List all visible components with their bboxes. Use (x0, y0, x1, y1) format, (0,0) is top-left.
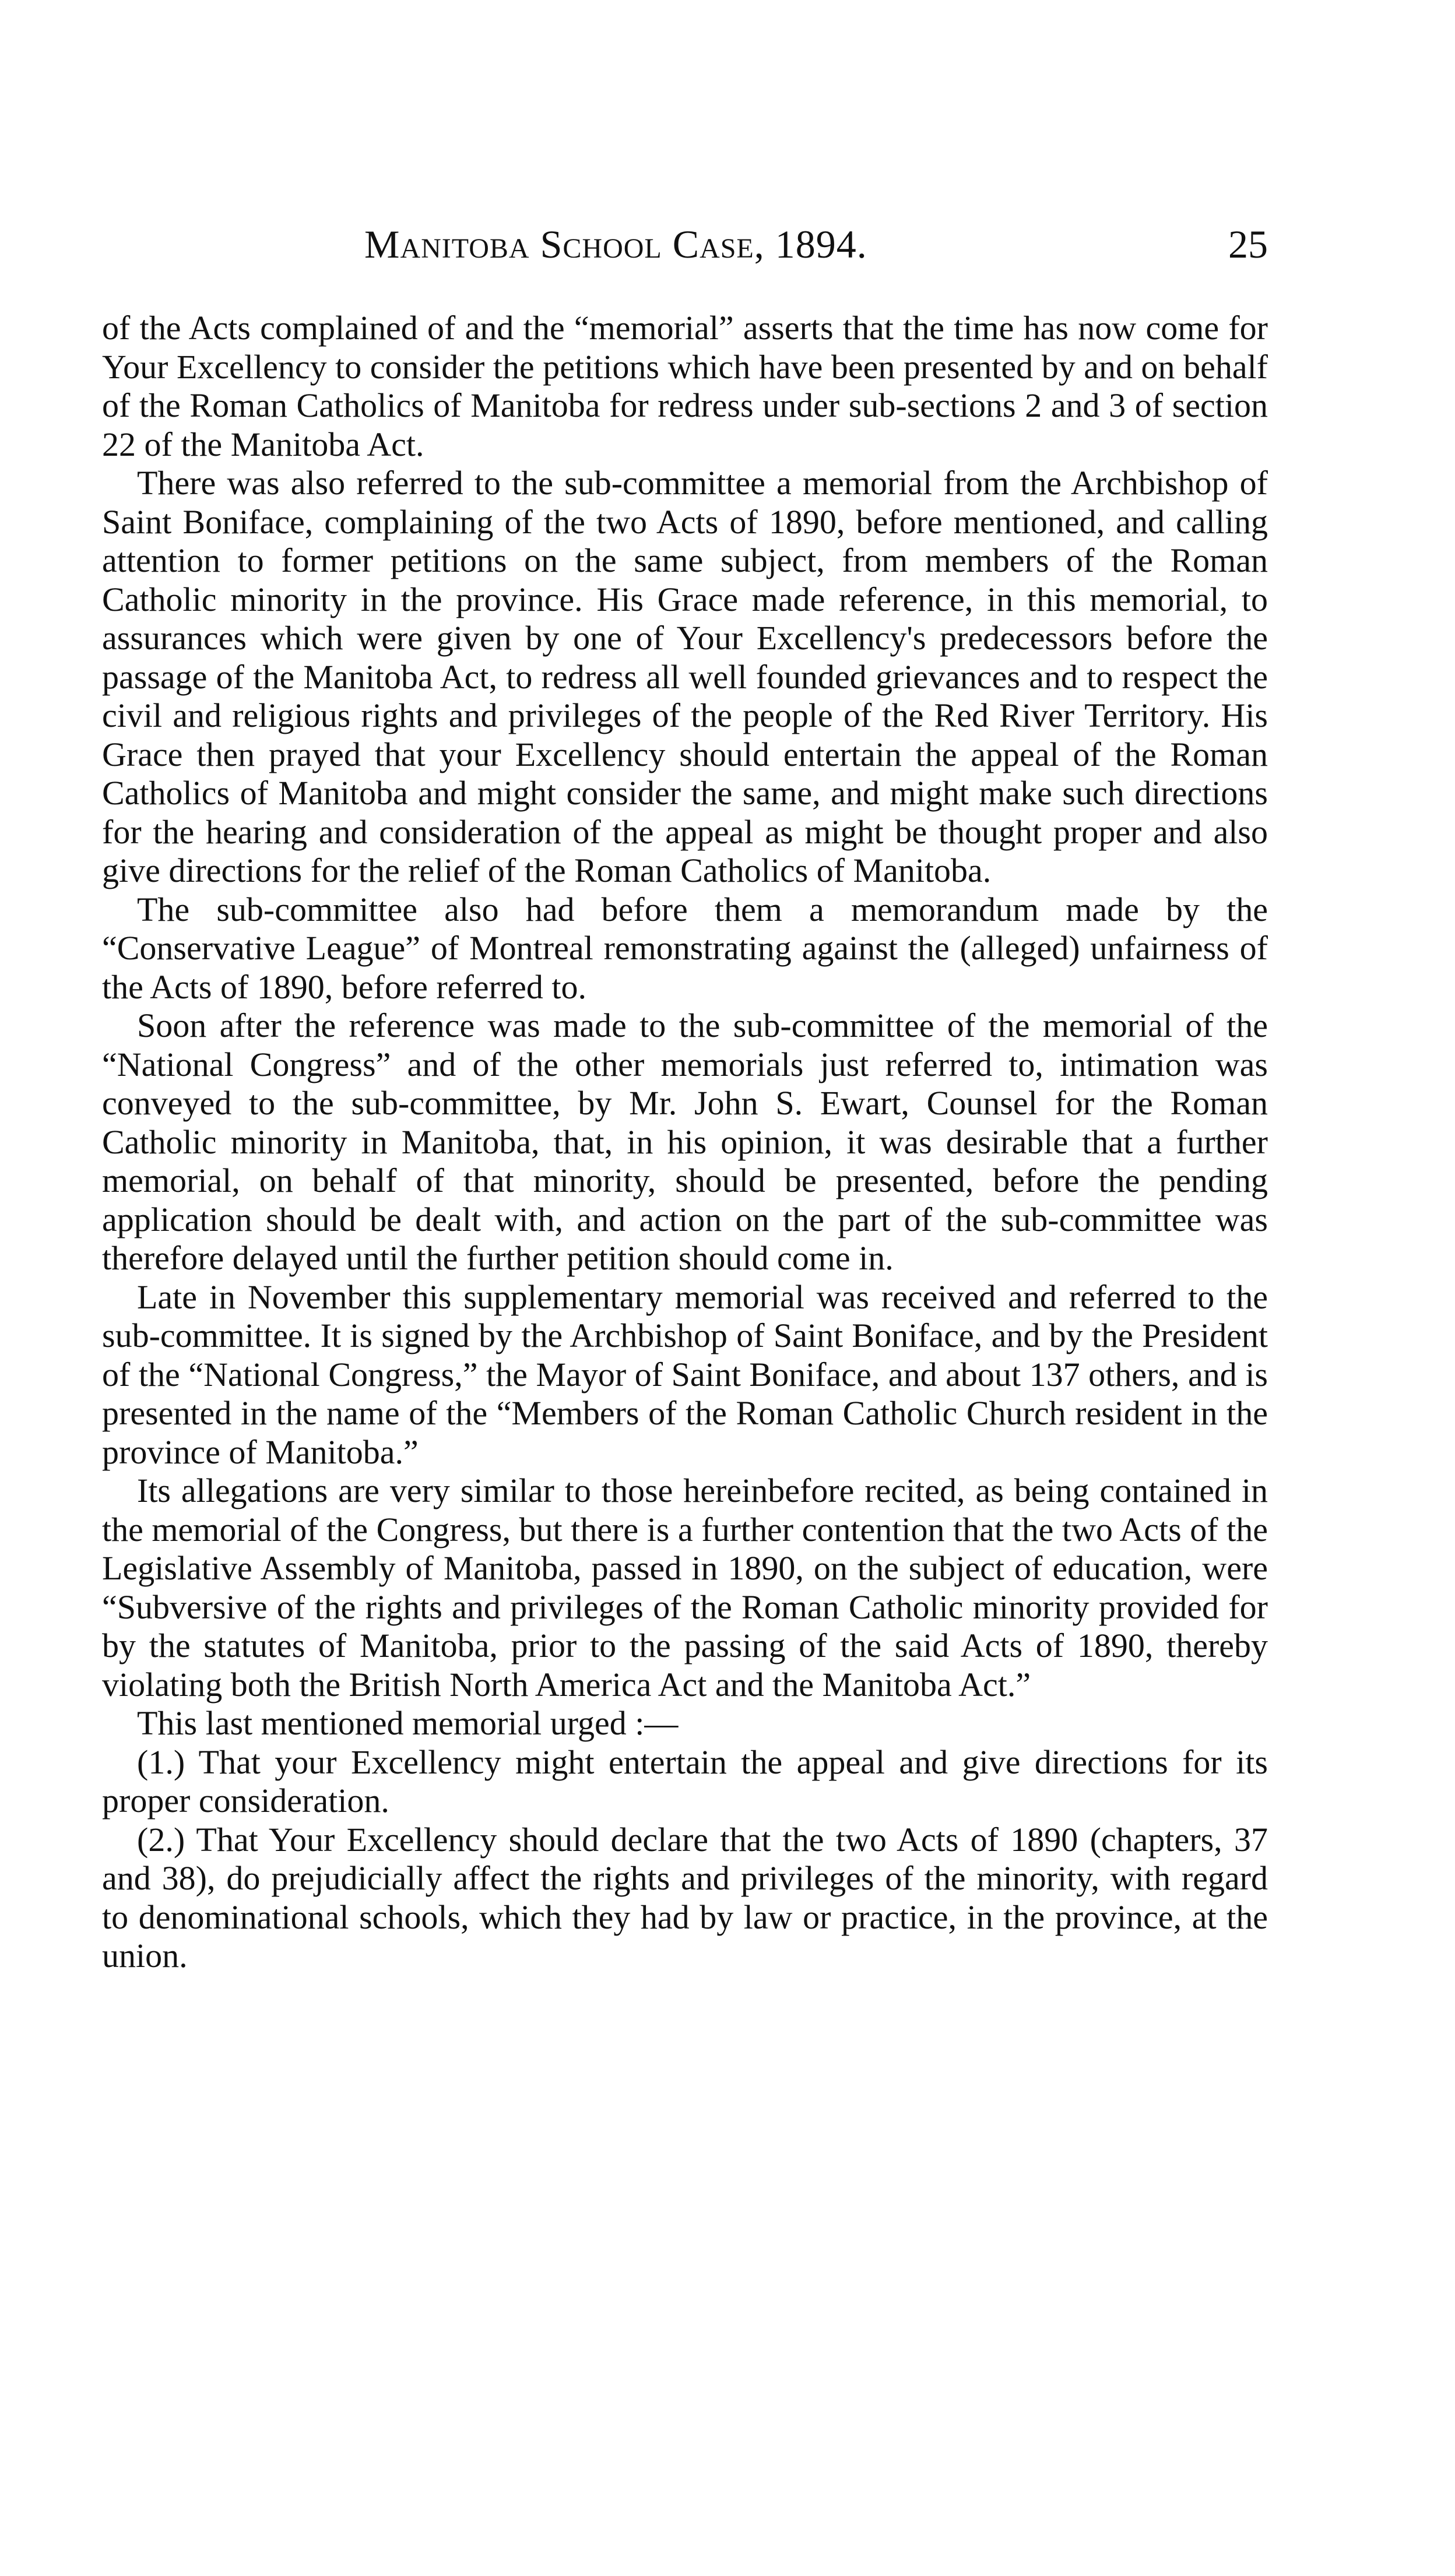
paragraph-archbishop-memorial: There was also referred to the sub-committee a memorial from the Archbishop of Saint Boniface, complaining of the two Acts of 1890, before mentioned, and calling attention to former petitions on the same subject, from members of the Roman Catholic minority in the province. His Grace made reference, in this memorial, to assurances which were given by one of Your Excellency's predecessors before the passage of the Manitoba Act, to redress all well founded grievances and to respect the civil and religious rights and privileges of the people of the Red River Territory. His Grace then prayed that your Excellency should entertain the appeal of the Roman Catholics of Manitoba and might consider the same, and might make such directions for the hearing and consideration of the appeal as might be thought proper and also give directions for the relief of the Roman Catholics of Manitoba. (102, 464, 1268, 889)
body-text (102, 309, 1268, 1976)
paragraph-memorial-urged: This last mentioned memorial urged :— (137, 1704, 679, 1742)
document-page (102, 221, 1268, 1976)
running-head (102, 221, 1268, 286)
running-title: Manitoba School Case, 1894. (364, 222, 867, 266)
paragraph-conservative-league: The sub-committee also had before them a memorandum made by the “Conservative League” of Montreal remonstrating against the (alleged) unfairness of the Acts of 1890, before referred to. (102, 890, 1268, 1006)
paragraph-national-congress: Soon after the reference was made to the sub-committee of the memorial of the “National Congress” and of the other memorials just referred to, intimation was conveyed to the sub-committee, by Mr. John S. Ewart, Counsel for the Roman Catholic minority in Manitoba, that, in his opinion, it was desirable that a further memorial, on behalf of that minority, should be presented, before the pending application should be dealt with, and action on the part of the sub-committee was therefore delayed until the further petition should come in. (102, 1007, 1268, 1277)
paragraph-continuation: of the Acts complained of and the “memorial” asserts that the time has now come for Your Excellency to consider the petitions which have been presented by and on behalf of the Roman Catholics of Manitoba for redress under sub-sections 2 and 3 of section 22 of the Manitoba Act. (102, 309, 1268, 463)
paragraph-item-2: (2.) That Your Excellency should declare that the two Acts of 1890 (chapters, 37 and 38), do prejudicially affect the rights and privileges of the minority, with regard to denominational schools, which they had by law or practice, in the province, at the union. (102, 1820, 1268, 1975)
paragraph-allegations: Its allegations are very similar to those hereinbefore recited, as being contained in the memorial of the Congress, but there is a further contention that the two Acts of the Legislative Assembly of Manitoba, passed in 1890, on the subject of education, were “Subversive of the rights and privileges of the Roman Catholic minority provided for by the statutes of Manitoba, prior to the passing of the said Acts of 1890, thereby violating both the British North America Act and the Manitoba Act.” (102, 1472, 1268, 1704)
page-number: 25 (1228, 222, 1268, 266)
paragraph-item-1: (1.) That your Excellency might entertain the appeal and give directions for its proper consideration. (102, 1743, 1268, 1820)
paragraph-supplementary-memorial: Late in November this supplementary memorial was received and referred to the sub-committee. It is signed by the Archbishop of Saint Boniface, and by the President of the “National Congress,” the Mayor of Saint Boniface, and about 137 others, and is presented in the name of the “Members of the Roman Catholic Church resident in the province of Manitoba.” (102, 1278, 1268, 1471)
